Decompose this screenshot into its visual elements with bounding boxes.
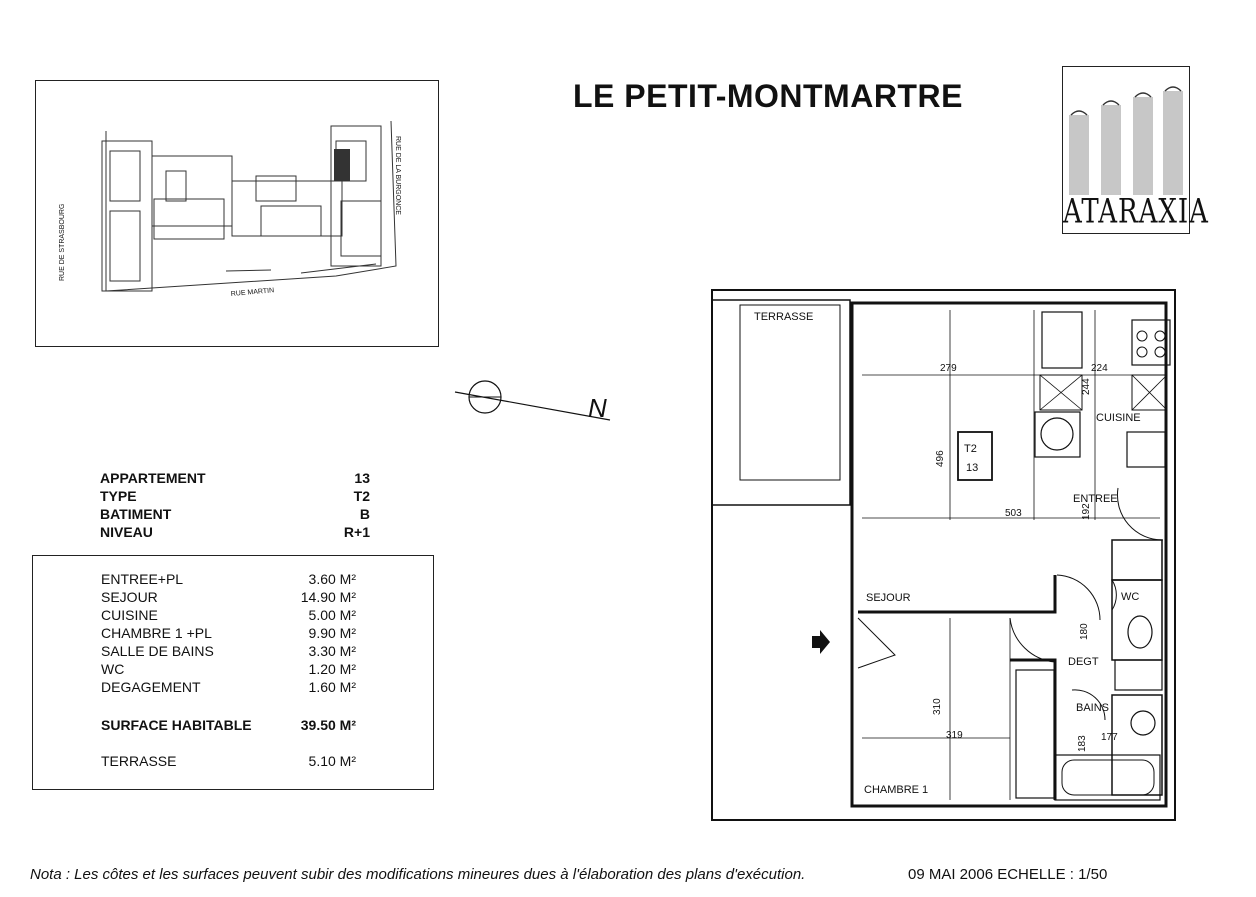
area-row [101,589,356,605]
area-label: DEGAGEMENT [101,679,201,695]
area-total-row [101,717,356,733]
toilet [1128,616,1152,648]
street-strasbourg: RUE DE STRASBOURG [59,203,66,281]
area-value: 1.60 M² [308,679,356,695]
info-value: R+1 [343,524,370,540]
dimension-496: 496 [935,450,946,467]
dimension-192: 192 [1081,503,1092,520]
info-row-type [100,488,370,506]
door-sejour [1057,575,1100,620]
wall-sejour-chambre [858,575,1055,612]
area-value: 3.60 M² [308,571,356,587]
info-row-batiment [100,506,370,524]
door-chambre [1010,618,1055,662]
area-value: 5.00 M² [308,607,356,623]
dimension-310: 310 [932,698,943,715]
entrance-arrow-icon [812,630,830,654]
apartment-info [100,470,370,542]
logo-text: ATARAXIA [1063,192,1209,232]
dimension-183: 183 [1077,735,1088,752]
area-value: 14.90 M² [300,589,356,605]
compass-north-label: N [588,393,607,423]
area-value: 1.20 M² [308,661,356,677]
room-chambre: CHAMBRE 1 [864,784,929,796]
dimension-279: 279 [940,363,957,374]
compass-needle [455,392,610,420]
dimension-319: 319 [946,730,963,741]
unit-tag-box [958,432,992,480]
footer-note: Nota : Les côtes et les surfaces peuvent subir des modifications mineures dues à l'élaboration des plans d'exécution. [30,866,806,883]
area-terrace-value: 5.10 M² [308,753,356,769]
fridge [1127,432,1165,467]
area-row [101,679,356,695]
page-title: LE PETIT-MONTMARTRE [573,78,963,114]
unit-location-marker [334,149,350,181]
area-terrace-label: TERRASSE [101,753,177,769]
entrance-door [858,618,895,668]
footer-date-scale: 09 MAI 2006 ECHELLE : 1/50 [908,866,1108,883]
street-burgonce: RUE DE LA BURGONCE [394,136,401,215]
street-martin: RUE MARTIN [230,287,275,298]
info-row-niveau [100,524,370,542]
area-row [101,571,356,587]
area-value: 9.90 M² [308,625,356,641]
room-degt: DEGT [1068,656,1099,668]
site-plan-drawing [36,81,438,346]
wardrobe [1016,670,1054,798]
info-label: NIVEAU [100,524,153,540]
bathtub [1055,755,1160,800]
outer-wall [712,290,1175,820]
surface-areas-table [32,555,434,790]
area-row [101,607,356,623]
area-row [101,643,356,659]
info-value: 13 [354,470,370,486]
info-row-appartement [100,470,370,488]
door-wc [1112,580,1116,610]
door-bains [1072,690,1105,720]
area-label: CUISINE [101,607,158,623]
door-entree [1117,488,1163,540]
area-terrace-row [101,753,356,769]
area-total-label: SURFACE HABITABLE [101,717,252,733]
area-value: 3.30 M² [308,643,356,659]
room-sejour: SEJOUR [866,592,911,604]
area-total-value: 39.50 M² [300,717,356,733]
north-compass [450,375,620,425]
room-wc: WC [1121,591,1140,603]
unit-tag-number: 13 [966,462,979,474]
area-label: ENTREE+PL [101,571,184,587]
terrace-outline [712,300,850,505]
apartment-wall [852,303,1166,806]
washbasin [1131,711,1155,735]
dimension-244: 244 [1081,378,1092,395]
room-cuisine: CUISINE [1096,412,1141,424]
dimension-503: 503 [1005,508,1022,519]
area-row [101,661,356,677]
area-label: SALLE DE BAINS [101,643,214,659]
info-label: BATIMENT [100,506,172,522]
site-plan [35,80,439,347]
info-value: T2 [353,488,370,504]
area-label: SEJOUR [101,589,158,605]
terrace-inner [740,305,840,480]
room-entree: ENTREE [1073,493,1118,505]
area-label: CHAMBRE 1 +PL [101,625,212,641]
logo-columns-graphic [1063,67,1189,197]
kitchen-hob [1132,320,1170,365]
info-label: APPARTEMENT [100,470,206,486]
area-label: WC [101,661,125,677]
unit-tag-type: T2 [964,443,977,455]
info-label: TYPE [100,488,137,504]
washing-machine [1035,412,1080,457]
wall-chambre-degt [1010,660,1055,800]
area-row [101,625,356,641]
info-value: B [359,506,370,522]
dimension-177: 177 [1101,732,1118,743]
dimension-224: 224 [1091,363,1108,374]
kitchen-sink [1042,312,1082,368]
room-terrasse: TERRASSE [754,311,814,323]
room-bains: BAINS [1076,702,1110,714]
ataraxia-logo [1062,66,1209,234]
dimension-180: 180 [1079,623,1090,640]
